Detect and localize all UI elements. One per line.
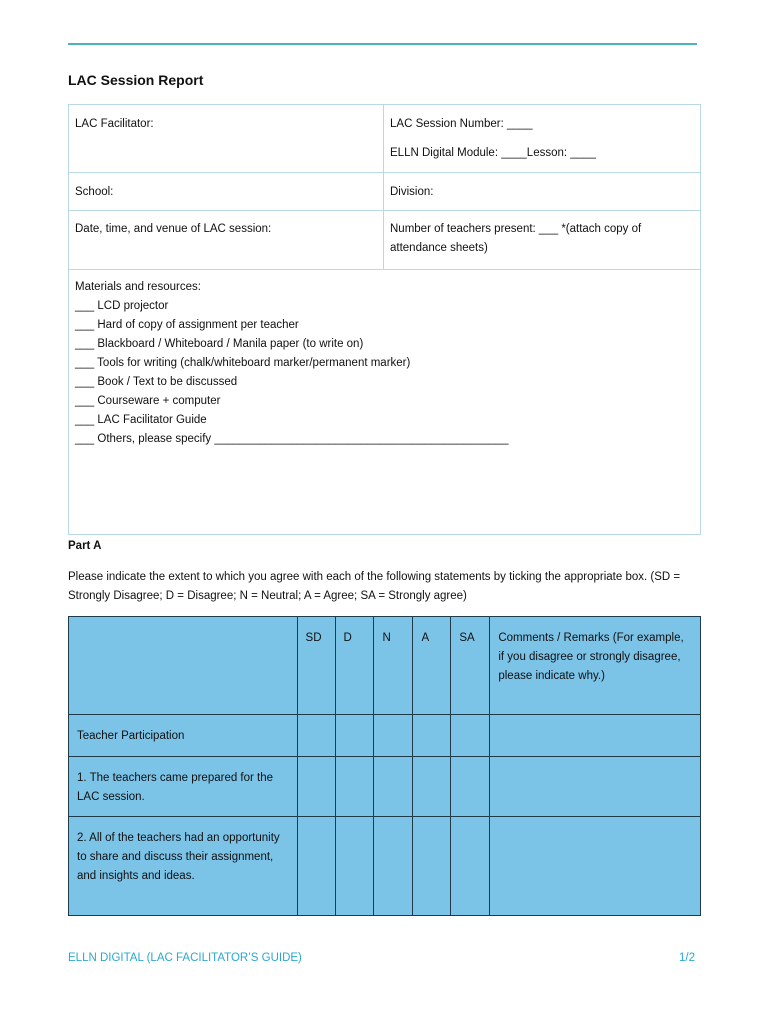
material-item: ___ Tools for writing (chalk/whiteboard marker/permanent marker) [75, 357, 411, 369]
module-label: ELLN Digital Module: ____Lesson: ____ [390, 147, 596, 159]
tick-box-n[interactable] [374, 817, 413, 916]
footer-guide-title: ELLN DIGITAL (LAC FACILITATOR’S GUIDE) [68, 952, 302, 964]
teachers-present-label: Number of teachers present: ___ *(attach copy of attendance sheets) [390, 223, 642, 254]
part-a-instructions: Please indicate the extent to which you agree with each of the following statements by ticking the appropriate box. (SD = Strongly Disagree; D = Disagree; N = Neutral; A = Agree; SA = Strongly agree) [68, 571, 681, 602]
tick-box-d[interactable] [335, 757, 374, 817]
division-cell [384, 173, 701, 211]
section-label: Teacher Participation [69, 715, 298, 757]
header-comments: Comments / Remarks (For example, if you disagree or strongly disagree, please indicate why.) [490, 617, 701, 715]
document-title: LAC Session Report [68, 72, 204, 88]
section-row [69, 715, 701, 757]
tick-box-sd[interactable] [297, 757, 335, 817]
session-number-cell [384, 105, 701, 173]
teachers-present-cell [384, 211, 701, 270]
header-statement-cell [69, 617, 298, 715]
tick-box-a[interactable] [413, 817, 451, 916]
tick-box-d[interactable] [335, 715, 374, 757]
statement-text: 2. All of the teachers had an opportunity to share and discuss their assignment, and insights and ideas. [69, 817, 298, 916]
rating-header-row [69, 617, 701, 715]
session-number-label: LAC Session Number: ____ [390, 118, 533, 130]
header-sa: SA [451, 617, 490, 715]
date-venue-label: Date, time, and venue of LAC session: [75, 223, 272, 235]
header-rule [68, 43, 697, 45]
material-item: ___ LAC Facilitator Guide [75, 414, 207, 426]
header-n: N [374, 617, 413, 715]
statement-row [69, 757, 701, 817]
materials-label: Materials and resources: [75, 281, 201, 293]
footer-page-number: 1/2 [679, 952, 695, 964]
statement-text: 1. The teachers came prepared for the LAC session. [69, 757, 298, 817]
materials-cell [69, 270, 701, 535]
material-item: ___ LCD projector [75, 300, 169, 312]
school-label: School: [75, 186, 114, 198]
header-d: D [335, 617, 374, 715]
material-item: ___ Courseware + computer [75, 395, 221, 407]
comments-cell[interactable] [490, 757, 701, 817]
header-sd: SD [297, 617, 335, 715]
school-cell [69, 173, 384, 211]
statement-row [69, 817, 701, 916]
material-item: ___ Book / Text to be discussed [75, 376, 238, 388]
tick-box-a[interactable] [413, 757, 451, 817]
comments-cell[interactable] [490, 817, 701, 916]
comments-cell[interactable] [490, 715, 701, 757]
tick-box-sd[interactable] [297, 817, 335, 916]
tick-box-a[interactable] [413, 715, 451, 757]
facilitator-label: LAC Facilitator: [75, 118, 154, 130]
tick-box-n[interactable] [374, 715, 413, 757]
session-info-table [68, 104, 701, 535]
facilitator-cell [69, 105, 384, 173]
material-item: ___ Others, please specify ______________________________________________ [75, 433, 509, 445]
rating-table [68, 616, 701, 916]
tick-box-d[interactable] [335, 817, 374, 916]
division-label: Division: [390, 186, 434, 198]
tick-box-sd[interactable] [297, 715, 335, 757]
tick-box-n[interactable] [374, 757, 413, 817]
material-item: ___ Hard of copy of assignment per teacher [75, 319, 299, 331]
tick-box-sa[interactable] [451, 715, 490, 757]
header-a: A [413, 617, 451, 715]
date-venue-cell [69, 211, 384, 270]
part-a-heading: Part A [68, 540, 102, 552]
material-item: ___ Blackboard / Whiteboard / Manila paper (to write on) [75, 338, 364, 350]
tick-box-sa[interactable] [451, 817, 490, 916]
tick-box-sa[interactable] [451, 757, 490, 817]
